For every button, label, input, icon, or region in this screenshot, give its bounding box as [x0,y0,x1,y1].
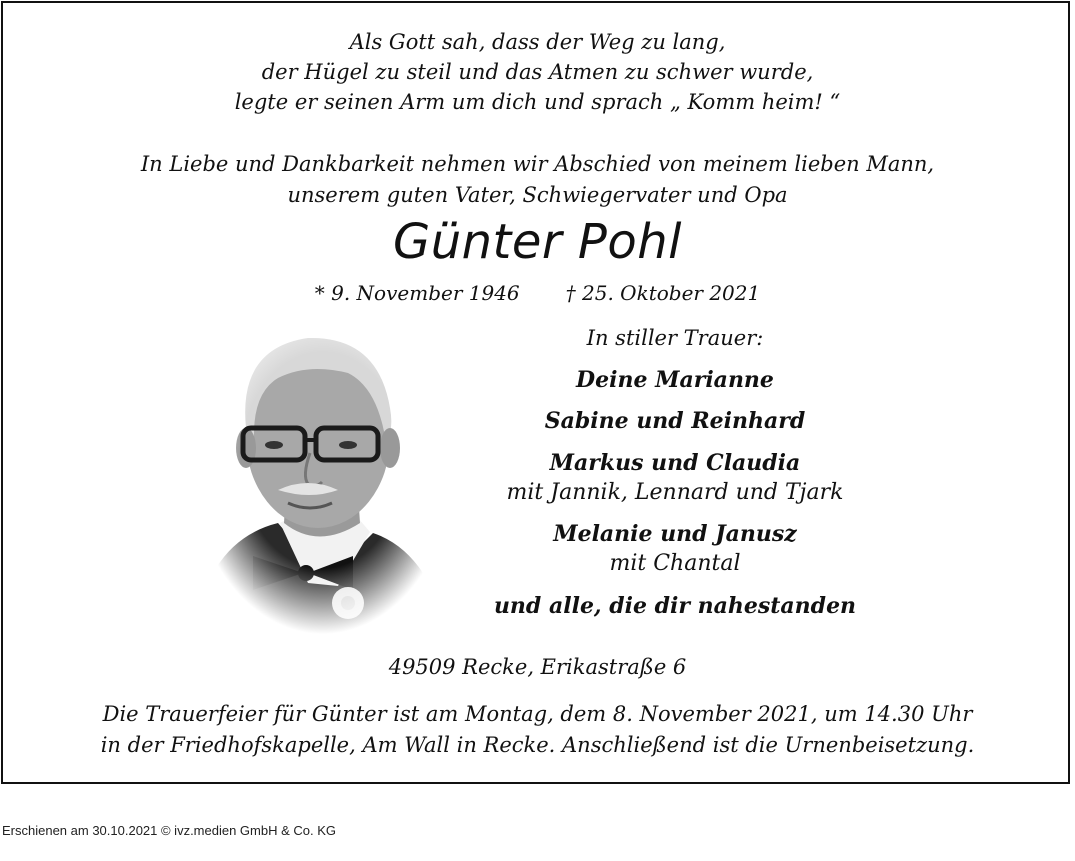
poem-line-1: Als Gott sah, dass der Weg zu lang, [349,30,726,54]
deceased-name: Günter Pohl [393,214,682,270]
mourner-5: und alle, die dir nahestanden [493,593,857,619]
intro-line-1: In Liebe und Dankbarkeit nehmen wir Abschied von meinem lieben Mann, [140,152,935,176]
mourner-3: Markus und Claudia [549,450,801,476]
mourner-3-extra: mit Jannik, Lennard und Tjark [506,480,844,505]
portrait-photo [198,318,438,634]
address: 49509 Recke, Erikastraße 6 [388,655,687,679]
birth-date: * 9. November 1946 [314,281,520,305]
publication-footer: Erschienen am 30.10.2021 © ivz.medien GmbH & Co. KG [2,823,337,838]
funeral-line-2: in der Friedhofskapelle, Am Wall in Recke. Anschließend ist die Urnenbeisetzung. [100,733,975,757]
mourner-1: Deine Marianne [576,367,774,393]
mourner-4: Melanie und Janusz [553,521,797,547]
life-dates [0,281,1075,305]
mourner-4-extra: mit Chantal [609,551,741,576]
death-date: † 25. Oktober 2021 [565,281,761,305]
mourner-2: Sabine und Reinhard [544,408,806,434]
poem-line-2: der Hügel zu steil und das Atmen zu schwer wurde, [261,60,814,84]
mourning-intro: In stiller Trauer: [586,326,764,350]
intro-line-2: unserem guten Vater, Schwiegervater und Opa [287,183,788,207]
funeral-line-1: Die Trauerfeier für Günter ist am Montag, dem 8. November 2021, um 14.30 Uhr [102,702,973,726]
poem-line-3: legte er seinen Arm um dich und sprach „ Komm heim! “ [234,90,841,114]
